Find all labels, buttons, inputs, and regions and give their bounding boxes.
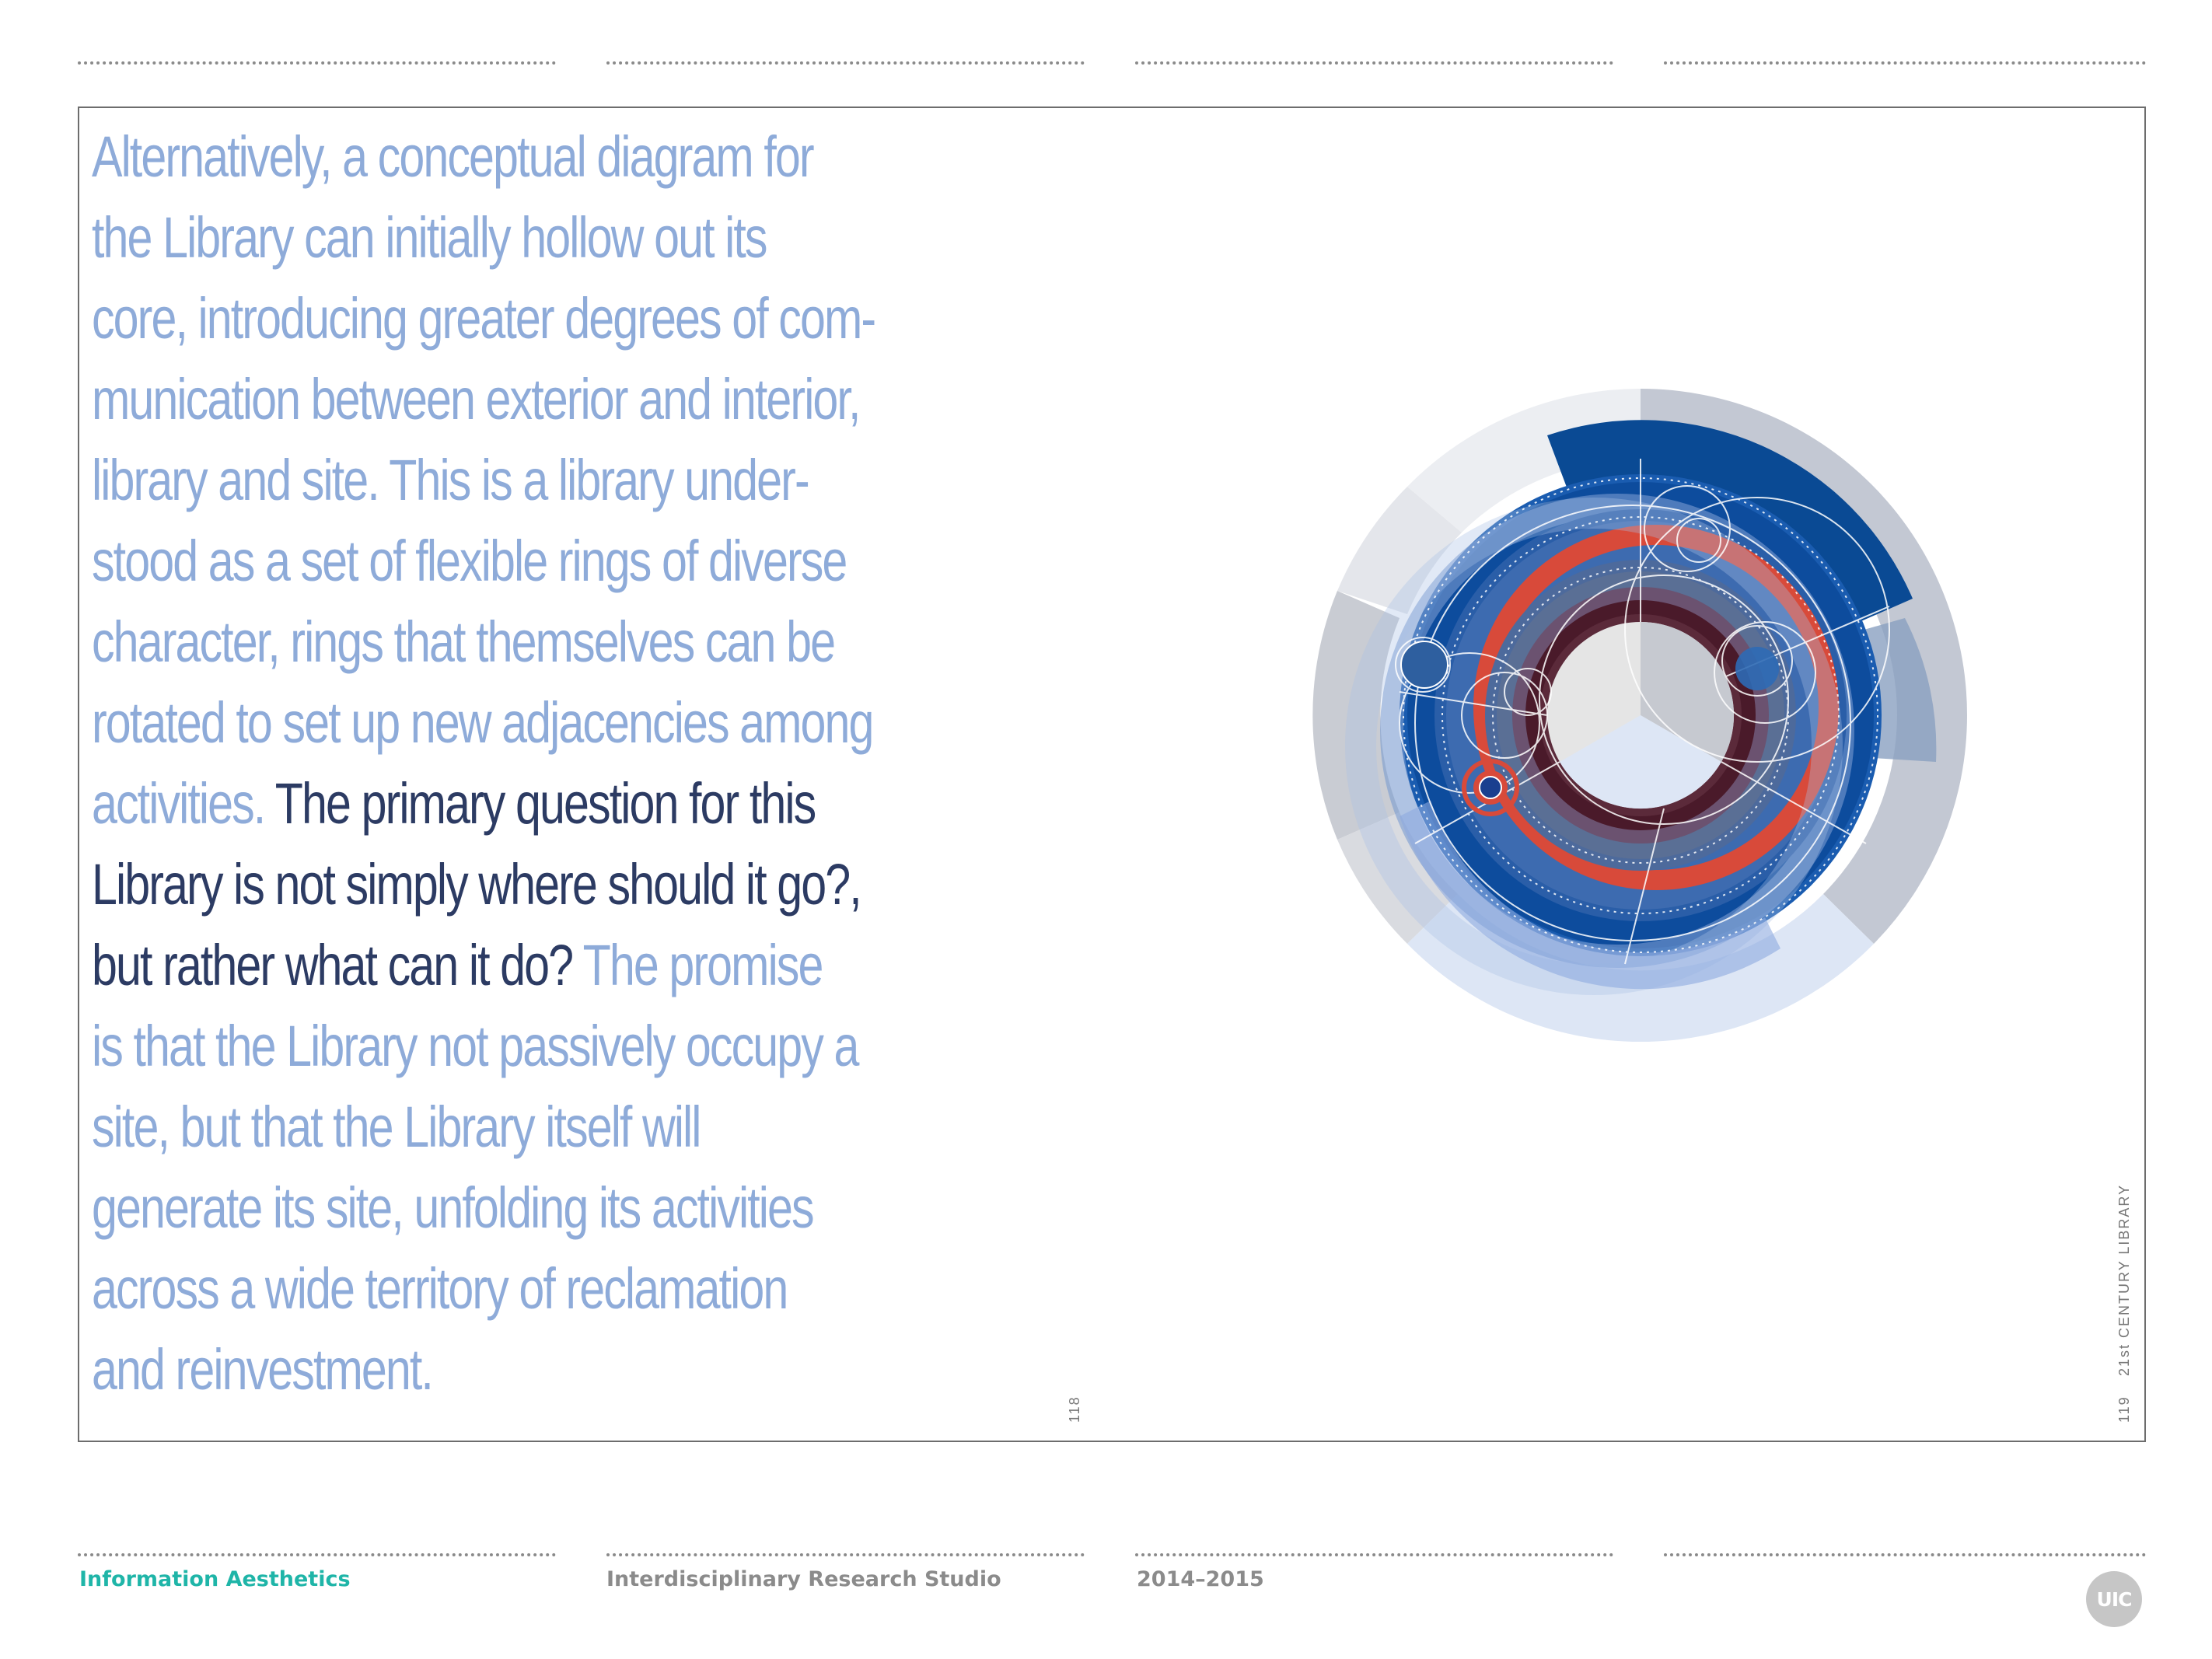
- bubble-blue-right: [1735, 647, 1779, 690]
- top-rule-3: [1135, 61, 1613, 65]
- bottom-rule-4: [1664, 1553, 2146, 1556]
- footer-course: Information Aesthetics: [79, 1567, 351, 1591]
- body-text-light-2: The promise is that the Library not passively occupy a site, but that the Library itself will generate its site, unfolding its activities across a wide territory of reclamation and reinvestment.: [92, 933, 858, 1402]
- uic-logo: [2086, 1571, 2142, 1627]
- body-text-light-1: Alternatively, a conceptual diagram for the Library can initially hollow out its core, introducing greater degrees of com- munication between exterior and interior, library and site. This is a library under- stood as a set of flexible rings of diverse character, rings that themselves can be rotated to set up new adjacencies among activities.: [92, 124, 875, 836]
- page-number-right: 119: [2116, 1395, 2132, 1423]
- footer-studio: Interdisciplinary Research Studio: [606, 1567, 1001, 1591]
- running-head: 21st CENTURY LIBRARY: [2116, 1183, 2132, 1376]
- bubble-blue-left: [1401, 641, 1448, 688]
- bottom-rule-2: [606, 1553, 1085, 1556]
- bottom-rule-1: [78, 1553, 556, 1556]
- uic-logo-text: UIC: [2096, 1587, 2132, 1611]
- body-paragraph: [92, 117, 950, 1410]
- footer-years: 2014–2015: [1137, 1567, 1264, 1591]
- page-number-left: 118: [1067, 1395, 1082, 1423]
- top-rule-4: [1664, 61, 2146, 65]
- bottom-rule-3: [1135, 1553, 1613, 1556]
- ring-diagram: [1291, 365, 1990, 1065]
- top-rule-1: [78, 61, 556, 65]
- top-rule-2: [606, 61, 1085, 65]
- body-text-dark-question: The primary question for this Library is not simply where should it go?, but rather what can it do?: [92, 771, 861, 997]
